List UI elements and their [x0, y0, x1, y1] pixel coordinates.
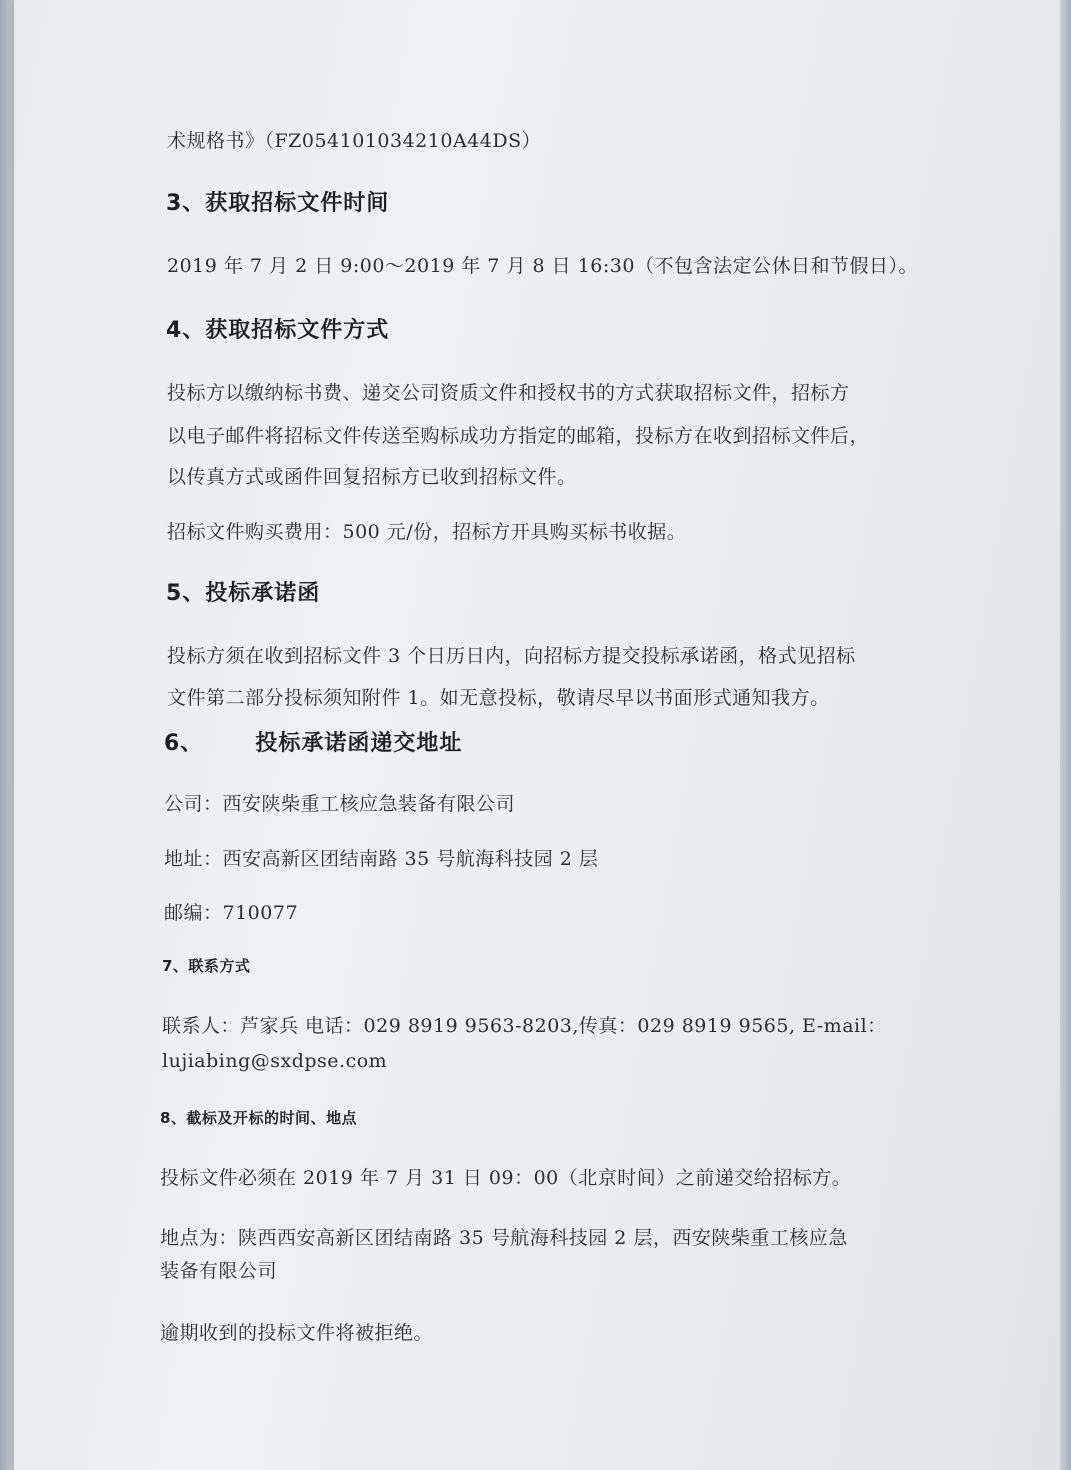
section-4-line-2: 以电子邮件将招标文件传送至购标成功方指定的邮箱，投标方在收到招标文件后，	[167, 425, 870, 447]
section-8-location-line-1: 地点为：陕西西安高新区团结南路 35 号航海科技园 2 层，西安陕柴重工核应急	[160, 1227, 848, 1249]
section-8-heading: 8、截标及开标的时间、地点	[160, 1109, 357, 1127]
section-4-fee-line: 招标文件购买费用：500 元/份，招标方开具购买标书收据。	[167, 521, 687, 543]
section-6-heading	[164, 726, 462, 757]
section-4-line-1: 投标方以缴纳标书费、递交公司资质文件和授权书的方式获取招标文件，招标方	[167, 382, 850, 404]
section-3-line-1: 2019 年 7 月 2 日 9:00～2019 年 7 月 8 日 16:30（不包含法定公休日和节假日）。	[167, 255, 918, 277]
section-8-rejection-line: 逾期收到的投标文件将被拒绝。	[160, 1322, 434, 1344]
intro-tail-line: 术规格书》（FZ054101034210A44DS）	[167, 130, 542, 152]
section-8-location-line-2: 装备有限公司	[160, 1260, 278, 1282]
section-5-line-2: 文件第二部分投标须知附件 1。如无意投标，敬请尽早以书面形式通知我方。	[167, 687, 830, 709]
section-4-heading: 4、获取招标文件方式	[166, 318, 390, 343]
section-6-address-line: 地址：西安高新区团结南路 35 号航海科技园 2 层	[164, 848, 599, 870]
section-7-contact-line: 联系人：芦家兵 电话：029 8919 9563-8203,传真：029 8919 9565, E-mail：	[162, 1015, 887, 1037]
section-6-number: 6、	[164, 731, 204, 756]
section-6-title: 投标承诺函递交地址	[255, 731, 463, 756]
section-8-deadline-line: 投标文件必须在 2019 年 7 月 31 日 09：00（北京时间）之前递交给招标方。	[160, 1167, 852, 1189]
section-7-email-line: lujiabing@sxdpse.com	[162, 1050, 388, 1072]
section-4-line-3: 以传真方式或函件回复招标方已收到招标文件。	[167, 466, 577, 488]
section-7-heading: 7、联系方式	[162, 957, 251, 975]
section-6-postcode-line: 邮编：710077	[164, 902, 299, 924]
section-3-heading: 3、获取招标文件时间	[166, 191, 390, 216]
section-6-company-line: 公司：西安陕柴重工核应急装备有限公司	[164, 793, 516, 815]
section-5-heading: 5、投标承诺函	[166, 581, 321, 606]
section-5-line-1: 投标方须在收到招标文件 3 个日历日内，向招标方提交投标承诺函，格式见招标	[167, 645, 856, 667]
